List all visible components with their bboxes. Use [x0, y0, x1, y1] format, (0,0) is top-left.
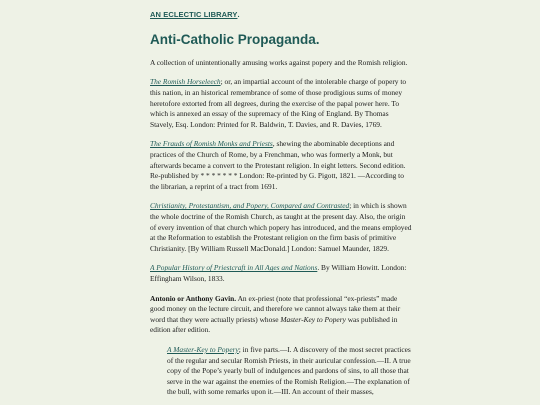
author-bio-work: Master-Key to Popery [280, 314, 346, 324]
entry-master-key-to-popery [167, 345, 412, 398]
entry-description: , shewing the abominable deceptions and practices of the Church of Rome, by a Frenchman, who was formerly a Monk, but afterwards became a convert to the Protestant religion. In eight letters. Second edition. Re-published by * * * * * * * London: Re-printed by G. Pigott, 1821. —According to the librarian, a reprint of a tract from 1691. [150, 139, 406, 191]
page-title: Anti-Catholic Propaganda. [150, 32, 320, 47]
entry-popular-history-priestcraft [150, 263, 412, 284]
entry-title-link[interactable]: A Popular History of Priestcraft in All Ages and Nations [150, 263, 318, 273]
entry-title-link[interactable]: The Romish Horseleech [150, 77, 221, 87]
entry-description: ; in five parts.—I. A discovery of the most secret practices of the regular and secular Romish Priests, in their auricular confession.—II. A true copy of the Pope’s yearly bull of indulgences and pardons of sins, to all those that serve in the war against the enemies of the Romish Religion.—The explanation of the bull, with some remarks upon it.—III. An account of their masses, [167, 344, 411, 397]
entry-description: ; in which is shown the whole doctrine of the Romish Church, as taught at the present day. Also, the origin of every invention of that church which popery has introduced, and the means employed at the Reformation to establish the Protestant religion on the firm basis of primitive Christianity. [By William Russell MacDonald.] London: Samuel Maunder, 1829. [150, 201, 412, 253]
entry-title-link[interactable]: The Frauds of Romish Monks and Priests [150, 139, 273, 149]
entry-title-link[interactable]: A Master-Key to Popery [167, 344, 239, 354]
entry-frauds-of-romish-monks [150, 139, 412, 192]
entry-christianity-protestantism-popery [150, 201, 412, 254]
author-bio-part1: An ex-priest (note that professional “ex-priests” made good money on the lecture circuit, and therefore we cannot always take them at their word that they were actually priests) whose [150, 293, 401, 324]
author-name: Antonio or Anthony Gavin. [150, 293, 237, 303]
intro-paragraph: A collection of unintentionally amusing works against popery and the Romish religion. [150, 57, 408, 67]
entry-description: ; or, an impartial account of the intolerable charge of popery to this nation, in an historical remembrance of some of those prodigious sums of money heretofore extorted from all degrees, during the exercise of the papal power here. To which is annexed an essay of the supremacy of the King of England. By Thomas Stavely, Esq. London: Printed for R. Baldwin, T. Davies, and R. Davies, 1769. [150, 77, 407, 129]
document-page [150, 0, 412, 405]
author-bio-part2: was published in edition after edition. [150, 314, 398, 335]
entry-title-link[interactable]: Christianity, Protestantism, and Popery, Compared and Contrasted [150, 201, 350, 211]
entry-description: . By William Howitt. London: Effingham Wilson, 1833. [150, 263, 407, 283]
author-paragraph [150, 294, 412, 336]
entry-romish-horseleech [150, 77, 412, 130]
site-title-suffix: . [237, 10, 240, 19]
site-home-link[interactable]: AN ECLECTIC LIBRARY. [150, 10, 240, 19]
